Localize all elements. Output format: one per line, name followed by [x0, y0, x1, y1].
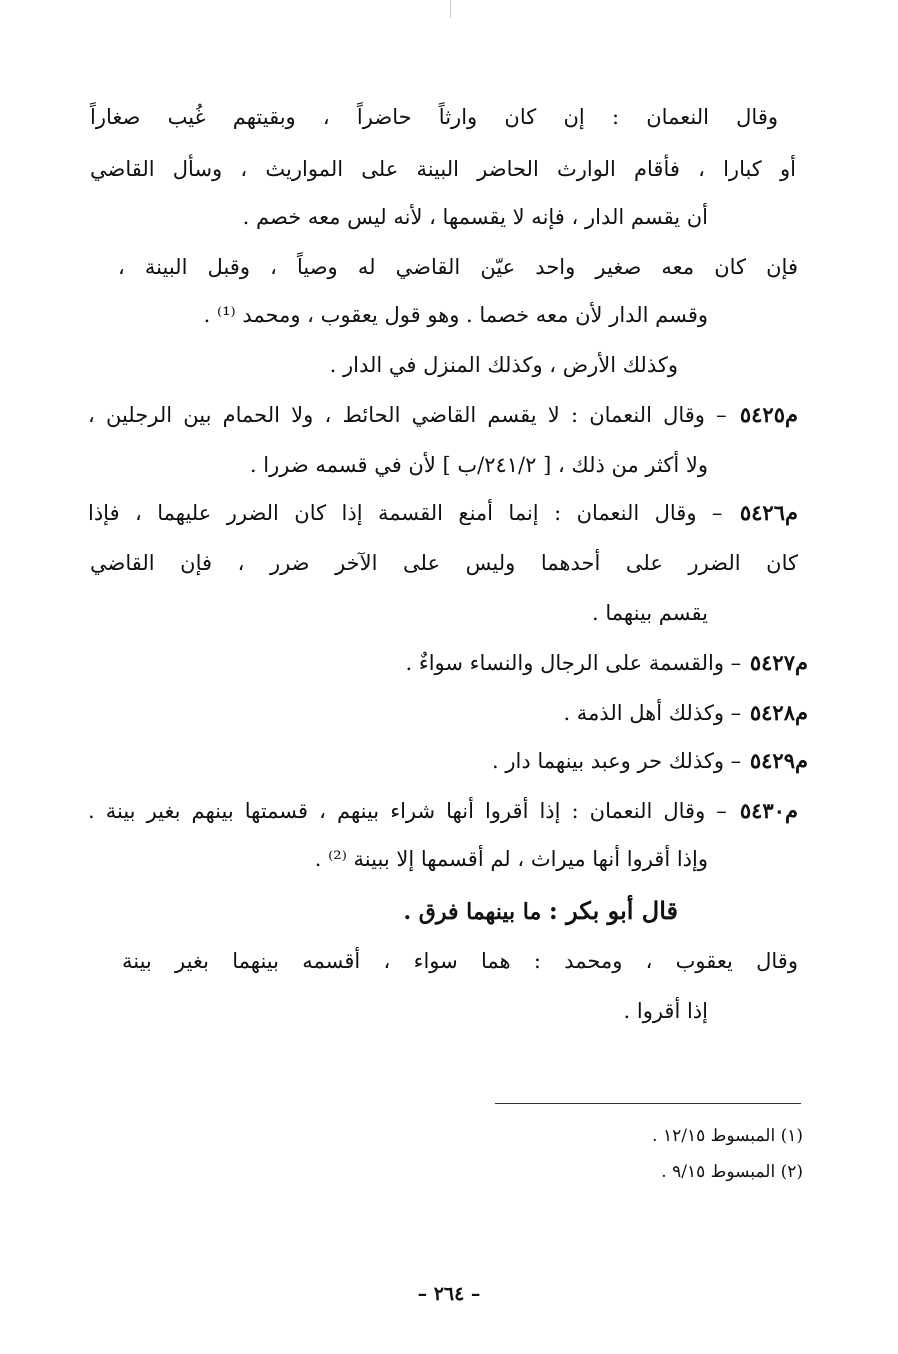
- item-5426-text: – وقال النعمان : إنما أمنع القسمة إذا كان الضرر عليهما ، فإذا: [88, 501, 723, 525]
- item-5430: [88, 796, 798, 826]
- item-5427-text: – والقسمة على الرجال والنساء سواءٌ .: [405, 651, 742, 675]
- footnote-1: (١) المبسوط ١٢/١٥ .: [652, 1126, 803, 1146]
- item-number-5428: م٥٤٢٨: [749, 700, 808, 725]
- text-line-8: ولا أكثر من ذلك ، [ ٢٤١/٢/ب ] لأن في قسمه ضررا .: [249, 453, 708, 477]
- item-5428-text: – وكذلك أهل الذمة .: [563, 701, 742, 725]
- text-line-16: وإذا أقروا أنها ميراث ، لم أقسمها إلا ببينة ⁽²⁾ .: [314, 847, 708, 871]
- item-number-5426: م٥٤٢٦: [739, 500, 798, 525]
- text-line-5: وقسم الدار لأن معه خصما . وهو قول يعقوب ، ومحمد ⁽¹⁾ .: [203, 303, 708, 327]
- item-5428: [88, 698, 808, 728]
- item-5425-text: – وقال النعمان : لا يقسم القاضي الحائط ، ولا الحمام بين الرجلين ،: [88, 403, 727, 427]
- text-line-3: أن يقسم الدار ، فإنه لا يقسمها ، لأنه ليس معه خصم .: [242, 205, 708, 229]
- item-5429-text: – وكذلك حر وعبد بينهما دار .: [492, 749, 742, 773]
- text-line-19: وقال يعقوب ، ومحمد : هما سواء ، أقسمه بينهما بغير بينة: [122, 949, 798, 973]
- text-line-6: وكذلك الأرض ، وكذلك المنزل في الدار .: [329, 353, 678, 377]
- page-number: – ٢٦٤ –: [417, 1283, 481, 1305]
- footnote-2: (٢) المبسوط ٩/١٥ .: [661, 1162, 803, 1182]
- item-5427: [88, 648, 808, 678]
- item-5429: [88, 746, 808, 776]
- item-5425: [88, 400, 798, 430]
- text-line-20: إذا أقروا .: [623, 999, 708, 1023]
- item-number-5425: م٥٤٢٥: [739, 402, 798, 427]
- text-line-1: وقال النعمان : إن كان وارثاً حاضراً ، وبقيتهم غُيب صغاراً: [90, 105, 778, 129]
- abu-bakr-text: ما بينهما فرق .: [403, 899, 542, 925]
- abu-bakr-statement: [108, 896, 678, 927]
- text-line-11: يقسم بينهما .: [592, 601, 708, 625]
- footnote-divider: [495, 1103, 801, 1104]
- text-line-4: فإن كان معه صغير واحد عيّن القاضي له وصياً ، وقبل البينة ،: [118, 255, 798, 279]
- item-5430-text: – وقال النعمان : إذا أقروا أنها شراء بينهم ، قسمتها بينهم بغير بينة .: [88, 799, 727, 823]
- item-number-5430: م٥٤٣٠: [739, 798, 798, 823]
- item-number-5429: م٥٤٢٩: [749, 748, 808, 773]
- text-line-2: أو كبارا ، فأقام الوارث الحاضر البينة على المواريث ، وسأل القاضي: [90, 157, 796, 181]
- abu-bakr-label: قال أبو بكر :: [548, 896, 678, 925]
- item-number-5427: م٥٤٢٧: [749, 650, 808, 675]
- item-5426: [88, 498, 798, 528]
- top-edge-mark: [450, 0, 451, 18]
- text-line-10: كان الضرر على أحدهما وليس على الآخر ضرر ، فإن القاضي: [90, 551, 798, 575]
